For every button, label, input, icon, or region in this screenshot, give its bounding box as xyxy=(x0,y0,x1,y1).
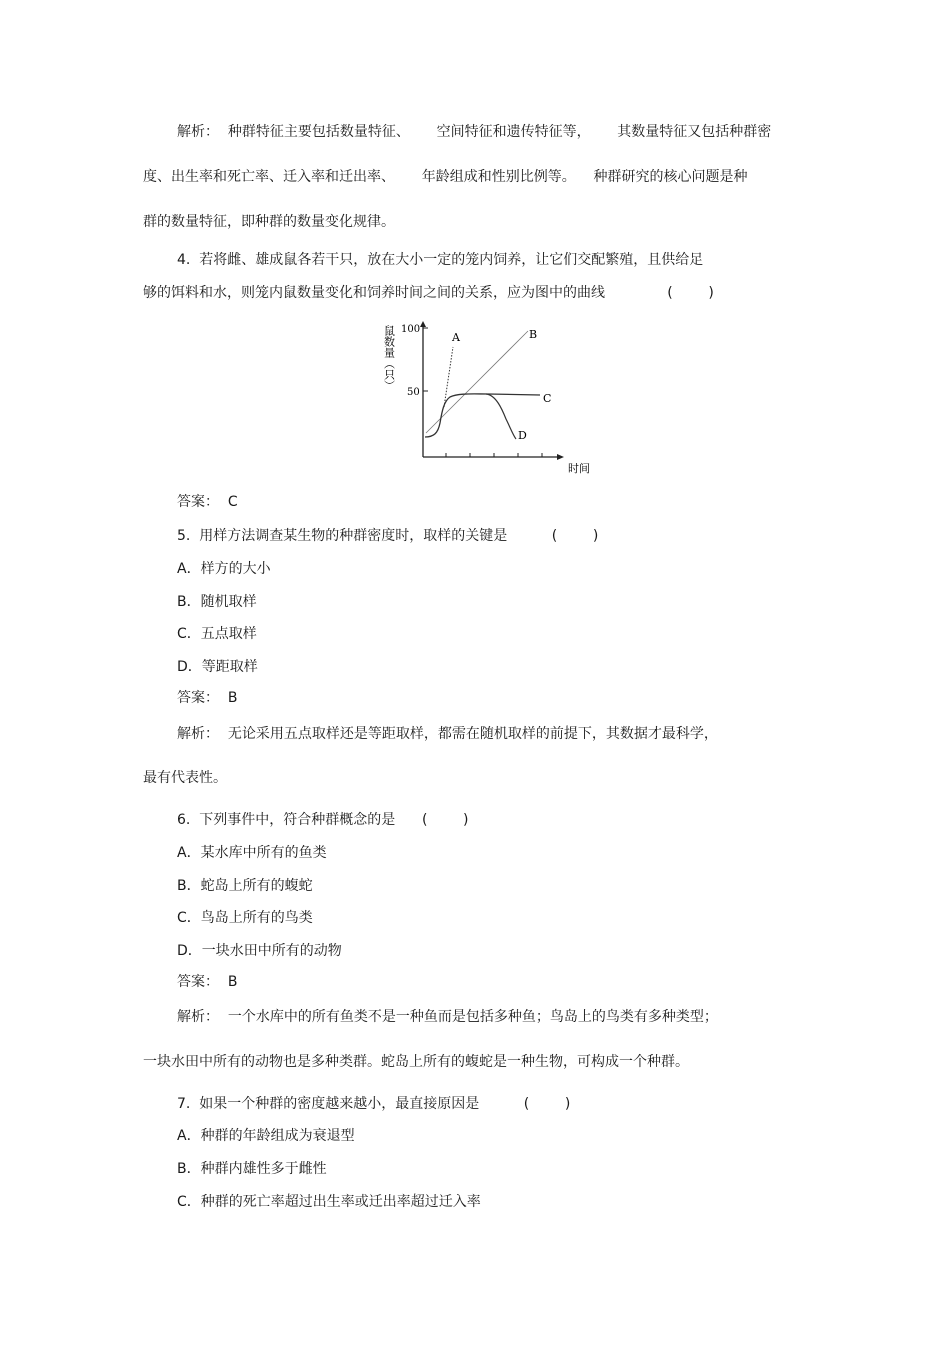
text-line: A．样方的大小 xyxy=(177,561,271,577)
y-axis-arrow xyxy=(420,321,426,327)
text-line: 解析： 一个水库中的所有鱼类不是一种鱼而是包括多种鱼；鸟岛上的鸟类有多种类型； xyxy=(177,1009,718,1025)
curve-label-d: D xyxy=(518,429,527,442)
curve-label-a: A xyxy=(452,331,460,344)
text-line: B．蛇岛上所有的蝮蛇 xyxy=(177,878,313,894)
text-line: B．随机取样 xyxy=(177,594,257,610)
text-line: D．等距取样 xyxy=(177,659,258,675)
text-line: 答案： B xyxy=(177,974,238,990)
text-line: 6. 下列事件中，符合种群概念的是 ( ) xyxy=(177,812,469,828)
text-line: 够的饵料和水，则笼内鼠数量变化和饲养时间之间的关系，应为图中的曲线 ( ) xyxy=(143,285,714,301)
text-line: 5. 用样方法调查某生物的种群密度时，取样的关键是 ( ) xyxy=(177,528,599,544)
text-line: 答案： C xyxy=(177,494,238,510)
text-line: B．种群内雄性多于雌性 xyxy=(177,1161,327,1177)
curve-label-c: C xyxy=(543,392,552,405)
text-line: 解析： 无论采用五点取样还是等距取样，都需在随机取样的前提下，其数据才最科学， xyxy=(177,726,718,742)
text-line: 4. 若将雌、雄成鼠各若干只，放在大小一定的笼内饲养，让它们交配繁殖，且供给足 xyxy=(177,252,704,268)
text-line: C．种群的死亡率超过出生率或迁出率超过迁入率 xyxy=(177,1194,481,1210)
text-line: 答案： B xyxy=(177,690,238,706)
text-line: 解析： 种群特征主要包括数量特征、 空间特征和遗传特征等， 其数量特征又包括种群密 xyxy=(177,124,772,140)
text-line: C．鸟岛上所有的鸟类 xyxy=(177,910,313,926)
text-line: 7. 如果一个种群的密度越来越小，最直接原因是 ( ) xyxy=(177,1096,571,1112)
y-tick-50: 50 xyxy=(407,387,420,398)
text-line: 度、出生率和死亡率、迁入率和迁出率、 年龄组成和性别比例等。 种群研究的核心问题是种 xyxy=(143,169,748,185)
y-axis-label: 鼠数量（只） xyxy=(382,325,396,391)
text-line: C．五点取样 xyxy=(177,626,257,642)
curve-d xyxy=(486,394,516,439)
population-curve-figure xyxy=(378,315,598,480)
text-line: 群的数量特征，即种群的数量变化规律。 xyxy=(143,214,395,230)
text-line: 一块水田中所有的动物也是多种类群。蛇岛上所有的蝮蛇是一种生物，可构成一个种群。 xyxy=(143,1054,689,1070)
text-line: A．某水库中所有的鱼类 xyxy=(177,845,327,861)
x-axis-arrow xyxy=(557,454,564,460)
curve-label-b: B xyxy=(529,328,538,341)
x-axis-label: 时间 xyxy=(568,462,590,475)
text-line: D．一块水田中所有的动物 xyxy=(177,943,342,959)
text-line: A．种群的年龄组成为衰退型 xyxy=(177,1128,355,1144)
text-line: 最有代表性。 xyxy=(143,770,227,786)
y-tick-100: 100 xyxy=(401,324,421,335)
